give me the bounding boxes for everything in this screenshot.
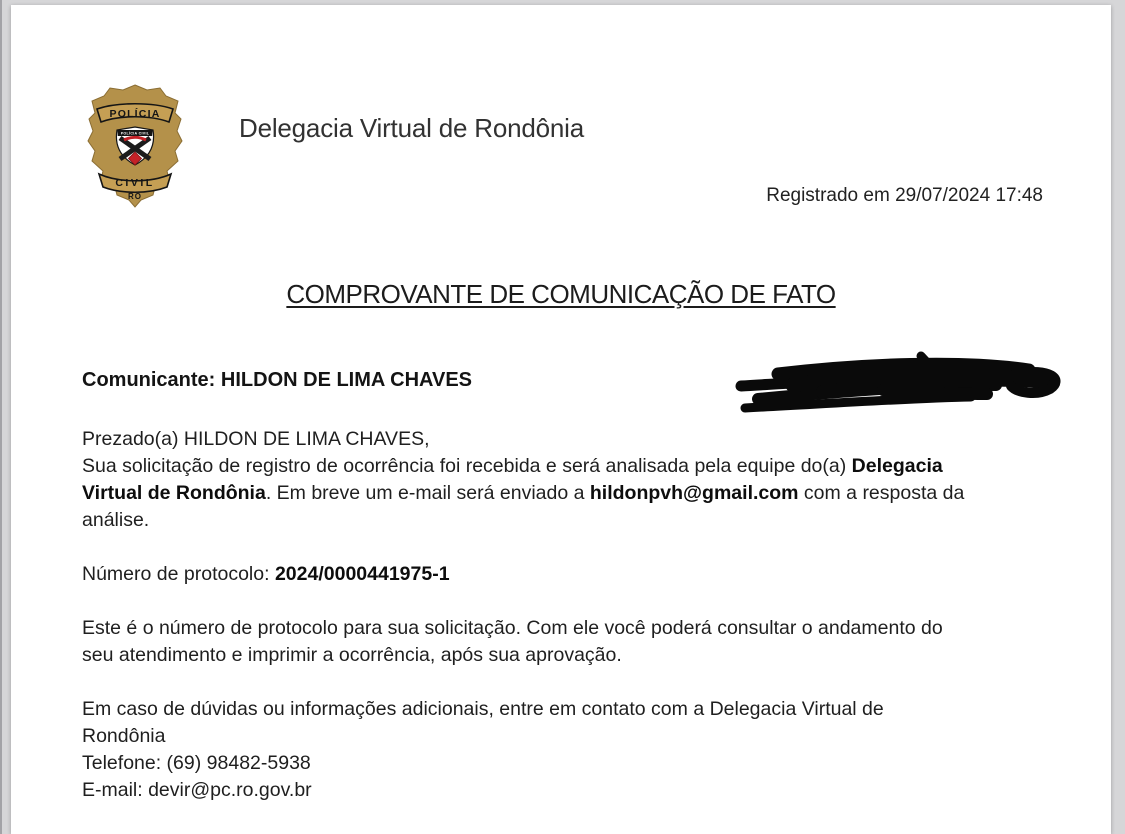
phone-line: Telefone: (69) 98482-5938 xyxy=(82,752,311,774)
paragraph-line: análise. xyxy=(82,509,150,531)
protocol-number: 2024/0000441975-1 xyxy=(274,563,450,585)
paragraph-line: Em caso de dúvidas ou informações adicionais, entre em contato com a Delegacia Virtual de xyxy=(82,698,884,720)
paragraph-line: Virtual de Rondônia. Em breve um e-mail será enviado a hildonpvh@gmail.com com a resposta da xyxy=(82,482,965,504)
registered-timestamp: Registrado em 29/07/2024 17:48 xyxy=(766,185,1043,206)
badge-top-ribbon-text: POLÍCIA xyxy=(109,108,161,120)
document-page xyxy=(11,5,1111,834)
letter-paragraph-2 xyxy=(82,615,943,669)
page-title: Delegacia Virtual de Rondônia xyxy=(239,113,584,143)
protocol-label: Número de protocolo: xyxy=(82,563,270,585)
paragraph-line: Este é o número de protocolo para sua solicitação. Com ele você poderá consultar o andamento do xyxy=(82,617,943,639)
paragraph-line: seu atendimento e imprimir a ocorrência, após sua aprovação. xyxy=(82,644,622,666)
letter-paragraph-1 xyxy=(82,426,964,534)
protocol-line xyxy=(82,561,450,588)
badge-inner-band-text: POLÍCIA CIVIL xyxy=(120,131,150,136)
paragraph-line: Sua solicitação de registro de ocorrência foi recebida e será analisada pela equipe do(a) Delegacia xyxy=(82,455,943,477)
greeting-line: Prezado(a) HILDON DE LIMA CHAVES, xyxy=(82,428,430,450)
email-line: E-mail: devir@pc.ro.gov.br xyxy=(82,779,312,801)
paragraph-line: Rondônia xyxy=(82,725,166,747)
document-heading: COMPROVANTE DE COMUNICAÇÃO DE FATO xyxy=(286,279,836,309)
badge-bottom-ribbon-text: CIVIL xyxy=(115,177,155,189)
communicant-label: Comunicante: xyxy=(82,369,216,391)
badge-state-code: RO xyxy=(128,192,142,201)
communicant-line xyxy=(82,369,472,392)
letter-paragraph-3 xyxy=(82,696,884,804)
viewer-left-edge xyxy=(0,0,2,834)
policia-civil-ro-badge-icon xyxy=(87,83,183,209)
redaction-scribble-icon xyxy=(733,345,1065,419)
communicant-name: HILDON DE LIMA CHAVES xyxy=(220,369,473,391)
email-bold: hildonpvh@gmail.com xyxy=(589,482,799,504)
